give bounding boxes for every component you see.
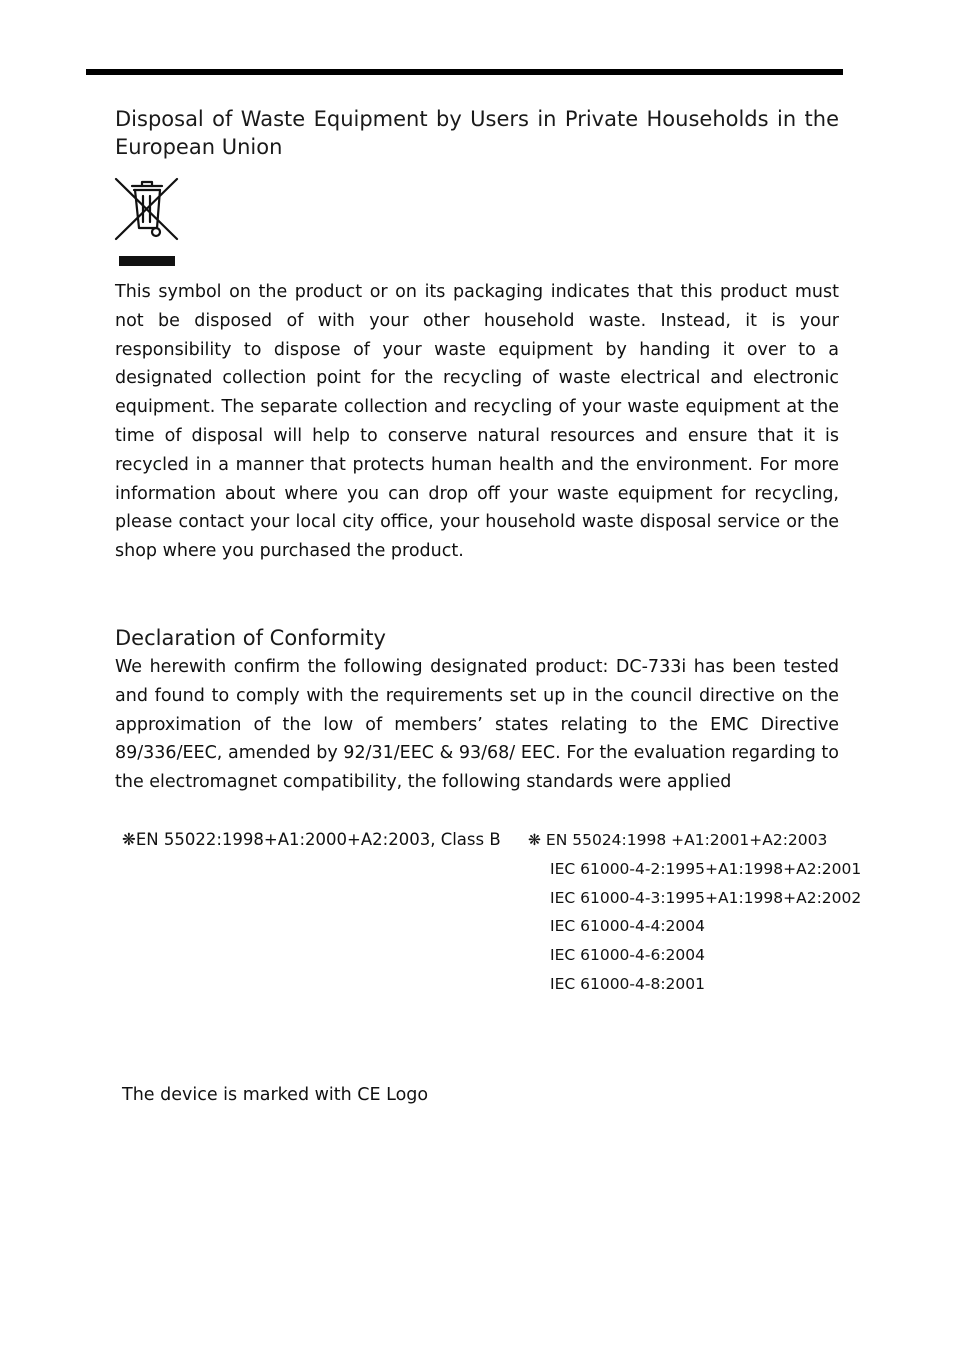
standard-item: ❋EN 55022:1998+A1:2000+A2:2003, Class B (122, 830, 501, 849)
ce-logo-note: The device is marked with CE Logo (122, 1085, 429, 1105)
disposal-title: Disposal of Waste Equipment by Users in Private Households in the European Union (115, 107, 839, 159)
disposal-body: This symbol on the product or on its packaging indicates that this product must not be disposed of with your other household waste. Instead, it is your responsibility to dispose of your waste equipment by handing it over to a designated collection point for the recycling of waste electrical and electronic equipment. The separate collection and recycling of your waste equipment at the time of disposal will help to conserve natural resources and ensure that it is recycled in a manner that protects human health and the environment. For more information about where you can drop off your waste equipment for recycling, please contact your local city office, your household waste disposal service or the shop where you purchased the product. (115, 282, 839, 562)
conformity-body: We herewith confirm the following designated product: DC-733i has been tested and found to comply with the requirements set up in the council directive on the approximation of the low of members’ states relating to the EMC Directive 89/336/EEC, amended by 92/31/EEC & 93/68/ EEC. For the evaluation regarding to the electromagnet compatibility, the following standards were applied (115, 657, 839, 793)
standard-item: IEC 61000-4-6:2004 (550, 946, 705, 965)
standard-item: ❋ EN 55024:1998 +A1:2001+A2:2003 (528, 831, 828, 849)
standard-item: IEC 61000-4-2:1995+A1:1998+A2:2001 (550, 859, 862, 878)
standards-right-list (528, 826, 861, 999)
conformity-title: Declaration of Conformity (115, 626, 386, 650)
crossed-out-wheelie-bin-icon (113, 176, 181, 270)
standards-left-list (122, 826, 501, 855)
top-rule (86, 69, 843, 75)
standard-item: IEC 61000-4-4:2004 (550, 917, 705, 936)
standard-item: IEC 61000-4-3:1995+A1:1998+A2:2002 (550, 888, 862, 907)
standard-item: IEC 61000-4-8:2001 (550, 974, 705, 993)
